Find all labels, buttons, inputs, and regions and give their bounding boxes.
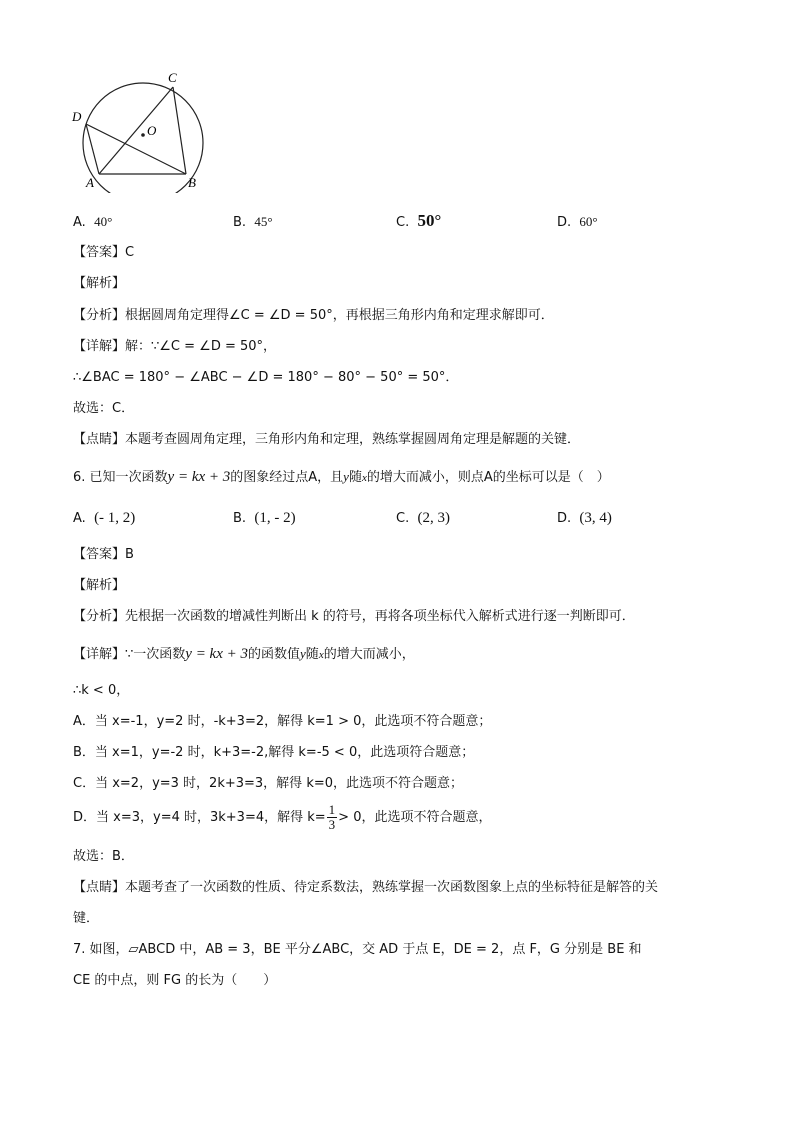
label-d: D [72, 109, 82, 124]
q6-choice: 故选：B． [73, 849, 134, 864]
q6-check-c: C．当 x=2，y=3 时，2k+3=3，解得 k=0，此选项不符合题意； [73, 776, 464, 791]
circle-figure [66, 68, 226, 193]
q5-option-d: D. 60° [557, 214, 598, 230]
segment-db [86, 124, 186, 174]
label-b: B [188, 175, 196, 190]
q6-fenxi: 【分析】先根据一次函数的增减性判断出 k 的符号，再将各项坐标代入解析式进行逐一判断即可． [73, 609, 635, 624]
center-point [141, 133, 145, 137]
label-c: C [168, 70, 177, 85]
q6-option-a: A. (- 1, 2) [73, 510, 136, 526]
q5-answer: 【答案】C [73, 245, 135, 260]
q5-analysis-label: 【解析】 [73, 276, 126, 291]
q6-answer: 【答案】B [73, 547, 134, 562]
q6-review-line2: 键． [73, 911, 100, 926]
q6-k-negative: ∴k < 0， [73, 683, 130, 698]
label-o: O [147, 123, 157, 138]
q5-detail: 【详解】解：∵∠C = ∠D = 50°， [73, 339, 277, 354]
fraction-one-third: $\frac{1}{3}$ [328, 802, 336, 832]
q6-detail: 【详解】∵一次函数y = kx + 3的函数值y随x的增大而减小， [73, 646, 415, 662]
q6-analysis-label: 【解析】 [73, 578, 126, 593]
q5-fenxi: 【分析】根据圆周角定理得∠C = ∠D = 50°，再根据三角形内角和定理求解即可． [73, 308, 554, 323]
q5-option-b: B. 45° [233, 214, 273, 230]
q5-option-a: A. 40° [73, 214, 113, 230]
q7-stem-line1: 7. 如图，▱ABCD 中，AB = 3，BE 平分∠ABC，交 AD 于点 E，DE = 2，点 F，G 分别是 BE 和 [73, 942, 642, 957]
q7-stem-line2: CE 的中点，则 FG 的长为（ ） [73, 973, 277, 988]
q6-review-line1: 【点睛】本题考查了一次函数的性质、待定系数法，熟练掌握一次函数图象上点的坐标特征是解答的关 [73, 880, 659, 895]
q6-option-c: C. (2, 3) [396, 510, 450, 526]
q5-choice: 故选：C． [73, 401, 135, 416]
q5-option-c: C. 50° [396, 211, 442, 230]
q6-stem: 6. 已知一次函数y = kx + 3的图象经过点A，且y随x的增大而减小，则点A的坐标可以是（ ） [73, 469, 610, 485]
label-a: A [86, 175, 94, 190]
q6-option-d: D. (3, 4) [557, 510, 612, 526]
q5-calc: ∴∠BAC = 180° − ∠ABC − ∠D = 180° − 80° − 50° = 50°． [73, 370, 459, 385]
segment-ac [99, 87, 173, 174]
q6-check-d: D．当 x=3，y=4 时，3k+3=4，解得 k= $\frac{1}{3}$ > 0，此选项不符合题意， [73, 802, 492, 832]
q6-option-b: B. (1, - 2) [233, 510, 296, 526]
q6-check-b: B．当 x=1，y=-2 时，k+3=-2,解得 k=-5 < 0，此选项符合题意； [73, 745, 475, 760]
circle-o [83, 83, 203, 193]
q6-check-a: A．当 x=-1，y=2 时，-k+3=2，解得 k=1 > 0，此选项不符合题意； [73, 714, 492, 729]
q5-review: 【点睛】本题考查圆周角定理，三角形内角和定理，熟练掌握圆周角定理是解题的关键． [73, 432, 581, 447]
